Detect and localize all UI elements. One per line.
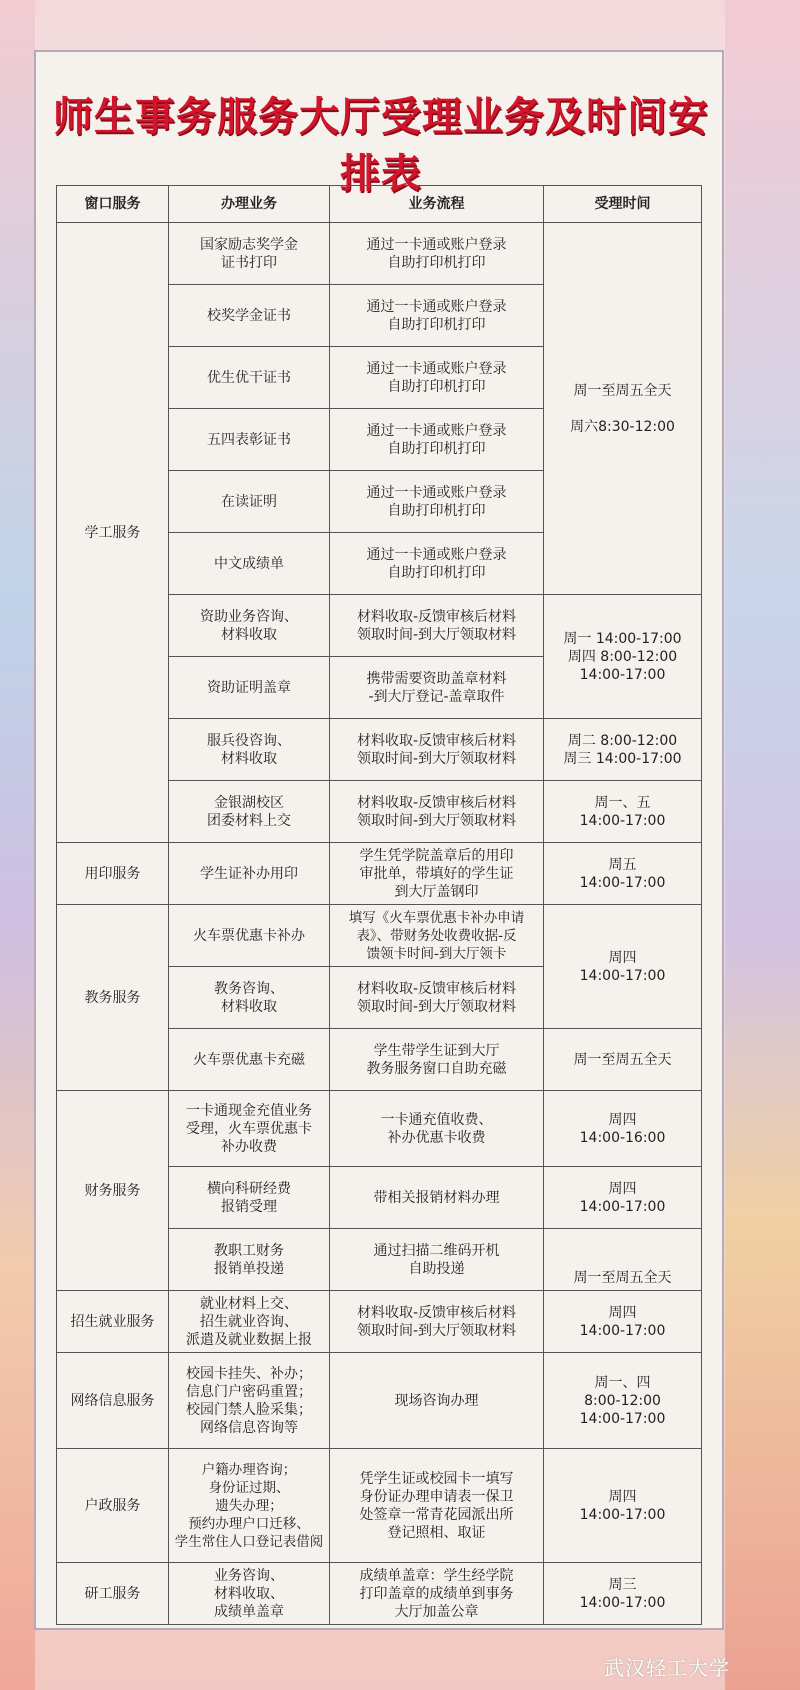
process-cell: 材料收取-反馈审核后材料 领取时间-到大厅领取材料 (330, 967, 544, 1029)
time-cell: 周一至周五全天 周六8:30-12:00 (544, 223, 702, 595)
right-decoration (725, 0, 800, 1690)
window-yangong: 研工服务 (57, 1563, 169, 1625)
table-header-row (57, 186, 702, 223)
window-wangluo: 网络信息服务 (57, 1353, 169, 1449)
header-window: 窗口服务 (57, 186, 169, 223)
header-process: 业务流程 (330, 186, 544, 223)
business-cell: 教务咨询、 材料收取 (169, 967, 330, 1029)
time-cell: 周四 14:00-17:00 (544, 1167, 702, 1229)
time-cell: 周一 14:00-17:00 周四 8:00-12:00 14:00-17:00 (544, 595, 702, 719)
window-caiwu: 财务服务 (57, 1091, 169, 1291)
process-cell: 材料收取-反馈审核后材料 领取时间-到大厅领取材料 (330, 781, 544, 843)
time-cell: 周四 14:00-16:00 (544, 1091, 702, 1167)
table-row (57, 1291, 702, 1353)
header-business: 办理业务 (169, 186, 330, 223)
business-cell: 校园卡挂失、补办； 信息门户密码重置； 校园门禁人脸采集； 网络信息咨询等 (169, 1353, 330, 1449)
business-cell: 五四表彰证书 (169, 409, 330, 471)
process-cell: 成绩单盖章：学生经学院 打印盖章的成绩单到事务 大厅加盖公章 (330, 1563, 544, 1625)
process-cell: 通过一卡通或账户登录 自助打印机打印 (330, 533, 544, 595)
table-row (57, 223, 702, 285)
window-jiaowu: 教务服务 (57, 905, 169, 1091)
process-cell: 通过扫描二维码开机 自助投递 (330, 1229, 544, 1291)
business-cell: 中文成绩单 (169, 533, 330, 595)
notice-board (34, 50, 724, 1630)
table-row (57, 843, 702, 905)
process-cell: 材料收取-反馈审核后材料 领取时间-到大厅领取材料 (330, 595, 544, 657)
process-cell: 现场咨询办理 (330, 1353, 544, 1449)
header-time: 受理时间 (544, 186, 702, 223)
process-cell: 材料收取-反馈审核后材料 领取时间-到大厅领取材料 (330, 719, 544, 781)
window-zhaosheng: 招生就业服务 (57, 1291, 169, 1353)
window-huzheng: 户政服务 (57, 1449, 169, 1563)
time-cell: 周四 14:00-17:00 (544, 1449, 702, 1563)
business-cell: 横向科研经费 报销受理 (169, 1167, 330, 1229)
business-cell: 校奖学金证书 (169, 285, 330, 347)
business-cell: 国家励志奖学金 证书打印 (169, 223, 330, 285)
process-cell: 学生凭学院盖章后的用印 审批单，带填好的学生证 到大厅盖钢印 (330, 843, 544, 905)
left-decoration (0, 0, 35, 1690)
table-row (57, 1091, 702, 1167)
business-cell: 户籍办理咨询； 身份证过期、 遗失办理； 预约办理户口迁移、 学生常住人口登记表借阅 (169, 1449, 330, 1563)
schedule-table (56, 185, 702, 1625)
process-cell: 带相关报销材料办理 (330, 1167, 544, 1229)
table-row (57, 1353, 702, 1449)
business-cell: 一卡通现金充值业务 受理，火车票优惠卡 补办收费 (169, 1091, 330, 1167)
process-cell: 材料收取-反馈审核后材料 领取时间-到大厅领取材料 (330, 1291, 544, 1353)
business-cell: 金银湖校区 团委材料上交 (169, 781, 330, 843)
business-cell: 学生证补办用印 (169, 843, 330, 905)
university-logo: 武汉轻工大学 (604, 1656, 730, 1680)
window-yongyin: 用印服务 (57, 843, 169, 905)
process-cell: 通过一卡通或账户登录 自助打印机打印 (330, 285, 544, 347)
business-cell: 优生优干证书 (169, 347, 330, 409)
page-title: 师生事务服务大厅受理业务及时间安排表 (53, 94, 709, 197)
time-cell: 周一、四 8:00-12:00 14:00-17:00 (544, 1353, 702, 1449)
business-cell: 教职工财务 报销单投递 (169, 1229, 330, 1291)
time-cell: 周三 14:00-17:00 (544, 1563, 702, 1625)
business-cell: 资助证明盖章 (169, 657, 330, 719)
process-cell: 通过一卡通或账户登录 自助打印机打印 (330, 471, 544, 533)
process-cell: 通过一卡通或账户登录 自助打印机打印 (330, 223, 544, 285)
business-cell: 服兵役咨询、 材料收取 (169, 719, 330, 781)
process-cell: 填写《火车票优惠卡补办申请 表》、带财务处收费收据-反 馈领卡时间-到大厅领卡 (330, 905, 544, 967)
process-cell: 凭学生证或校园卡一填写 身份证办理申请表一保卫 处签章一常青花园派出所 登记照相、取证 (330, 1449, 544, 1563)
business-cell: 资助业务咨询、 材料收取 (169, 595, 330, 657)
process-cell: 通过一卡通或账户登录 自助打印机打印 (330, 409, 544, 471)
time-cell: 周一至周五全天 (544, 1229, 702, 1291)
time-cell: 周一、五 14:00-17:00 (544, 781, 702, 843)
time-cell: 周四 14:00-17:00 (544, 905, 702, 1029)
table-row (57, 1449, 702, 1563)
process-cell: 一卡通充值收费、 补办优惠卡收费 (330, 1091, 544, 1167)
time-cell: 周五 14:00-17:00 (544, 843, 702, 905)
window-xuegong: 学工服务 (57, 223, 169, 843)
table-row (57, 1563, 702, 1625)
process-cell: 通过一卡通或账户登录 自助打印机打印 (330, 347, 544, 409)
table-row (57, 905, 702, 967)
business-cell: 就业材料上交、 招生就业咨询、 派遣及就业数据上报 (169, 1291, 330, 1353)
business-cell: 在读证明 (169, 471, 330, 533)
process-cell: 携带需要资助盖章材料 -到大厅登记-盖章取件 (330, 657, 544, 719)
process-cell: 学生带学生证到大厅 教务服务窗口自助充磁 (330, 1029, 544, 1091)
business-cell: 火车票优惠卡补办 (169, 905, 330, 967)
business-cell: 业务咨询、 材料收取、 成绩单盖章 (169, 1563, 330, 1625)
time-cell: 周四 14:00-17:00 (544, 1291, 702, 1353)
time-cell: 周一至周五全天 (544, 1029, 702, 1091)
time-cell: 周二 8:00-12:00 周三 14:00-17:00 (544, 719, 702, 781)
business-cell: 火车票优惠卡充磁 (169, 1029, 330, 1091)
